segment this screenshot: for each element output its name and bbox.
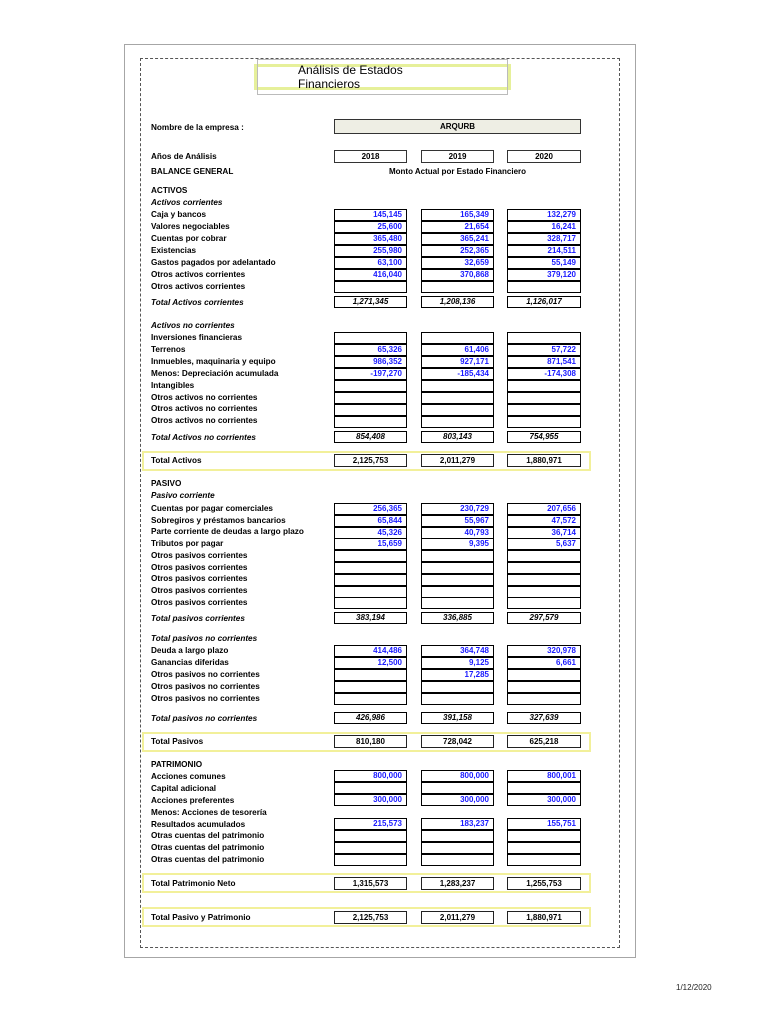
year-2019[interactable]: 2019 bbox=[421, 150, 494, 163]
row-label: Total pasivos corrientes bbox=[151, 614, 245, 623]
value-cell[interactable] bbox=[421, 574, 494, 586]
row-label: Sobregiros y préstamos bancarios bbox=[151, 516, 286, 525]
total-cell: 297,579 bbox=[507, 612, 581, 624]
row-label: Parte corriente de deudas a largo plazo bbox=[151, 527, 304, 536]
value-cell[interactable]: 328,717 bbox=[507, 233, 581, 245]
value-cell[interactable]: 365,480 bbox=[334, 233, 407, 245]
value-cell[interactable] bbox=[421, 782, 494, 794]
value-cell[interactable] bbox=[334, 830, 407, 842]
row-label: Otras cuentas del patrimonio bbox=[151, 855, 265, 864]
total-cell: 854,408 bbox=[334, 431, 407, 443]
total-cell: 327,639 bbox=[507, 712, 581, 724]
row-label: Total pasivos no corrientes bbox=[151, 714, 258, 723]
row-label: Resultados acumulados bbox=[151, 820, 246, 829]
row-label: Otras cuentas del patrimonio bbox=[151, 843, 265, 852]
value-cell[interactable] bbox=[507, 597, 581, 609]
value-cell[interactable]: 55,967 bbox=[421, 515, 494, 527]
row-label: Tributos por pagar bbox=[151, 539, 224, 548]
row-label: Otros pasivos corrientes bbox=[151, 586, 248, 595]
row-label: Otras cuentas del patrimonio bbox=[151, 831, 265, 840]
value-cell[interactable]: 370,868 bbox=[421, 269, 494, 281]
grand-total-cell: 1,315,573 bbox=[334, 877, 407, 890]
value-cell[interactable]: 5,637 bbox=[507, 538, 581, 550]
value-cell[interactable] bbox=[421, 830, 494, 842]
section-activos-corrientes: Activos corrientes bbox=[151, 198, 223, 207]
value-cell[interactable] bbox=[334, 669, 407, 681]
value-cell[interactable]: -174,308 bbox=[507, 368, 581, 380]
value-cell[interactable]: 6,661 bbox=[507, 657, 581, 669]
value-cell[interactable]: 17,285 bbox=[421, 669, 494, 681]
value-cell[interactable]: 414,486 bbox=[334, 645, 407, 657]
row-label: Total Activos no corrientes bbox=[151, 433, 256, 442]
row-label: Otros pasivos no corrientes bbox=[151, 670, 260, 679]
value-cell[interactable] bbox=[507, 550, 581, 562]
row-label: Otros pasivos corrientes bbox=[151, 598, 248, 607]
value-cell[interactable] bbox=[507, 416, 581, 428]
value-cell[interactable] bbox=[421, 842, 494, 854]
amount-label: Monto Actual por Estado Financiero bbox=[388, 167, 527, 176]
grand-total-cell: 1,255,753 bbox=[507, 877, 581, 890]
row-label: Existencias bbox=[151, 246, 197, 255]
total-cell: 426,986 bbox=[334, 712, 407, 724]
row-label: Cuentas por cobrar bbox=[151, 234, 227, 243]
value-cell[interactable]: 63,100 bbox=[334, 257, 407, 269]
value-cell[interactable] bbox=[421, 392, 494, 404]
value-cell[interactable] bbox=[421, 332, 494, 344]
grand-total-cell: 1,880,971 bbox=[507, 454, 581, 467]
value-cell[interactable]: 40,793 bbox=[421, 527, 494, 539]
grand-total-cell: 728,042 bbox=[421, 735, 494, 748]
total-cell: 1,208,136 bbox=[421, 296, 494, 308]
row-label: Inmuebles, maquinaria y equipo bbox=[151, 357, 276, 366]
row-label: Inversiones financieras bbox=[151, 333, 243, 342]
balance-label: BALANCE GENERAL bbox=[151, 167, 234, 176]
section-pasivo: PASIVO bbox=[151, 479, 182, 488]
value-cell[interactable]: 320,978 bbox=[507, 645, 581, 657]
value-cell[interactable]: 800,000 bbox=[421, 770, 494, 782]
row-label: Intangibles bbox=[151, 381, 195, 390]
row-label: Otros activos no corrientes bbox=[151, 393, 258, 402]
value-cell[interactable]: 155,751 bbox=[507, 818, 581, 830]
value-cell[interactable] bbox=[334, 782, 407, 794]
value-cell[interactable]: 25,600 bbox=[334, 221, 407, 233]
value-cell[interactable]: 32,659 bbox=[421, 257, 494, 269]
value-cell[interactable] bbox=[334, 281, 407, 293]
value-cell[interactable]: 61,406 bbox=[421, 344, 494, 356]
value-cell[interactable] bbox=[507, 332, 581, 344]
value-cell[interactable]: 379,120 bbox=[507, 269, 581, 281]
total-activos-label: Total Activos bbox=[151, 456, 202, 465]
grand-total-cell: 2,125,753 bbox=[334, 911, 407, 924]
value-cell[interactable]: 800,001 bbox=[507, 770, 581, 782]
value-cell[interactable]: 300,000 bbox=[421, 794, 494, 806]
value-cell[interactable] bbox=[507, 404, 581, 416]
row-label: Deuda a largo plazo bbox=[151, 646, 229, 655]
value-cell[interactable]: 300,000 bbox=[507, 794, 581, 806]
value-cell[interactable] bbox=[507, 854, 581, 866]
value-cell[interactable]: 986,352 bbox=[334, 356, 407, 368]
value-cell[interactable] bbox=[334, 550, 407, 562]
grand-total-cell: 625,218 bbox=[507, 735, 581, 748]
value-cell[interactable] bbox=[421, 416, 494, 428]
value-cell[interactable]: 21,654 bbox=[421, 221, 494, 233]
value-cell[interactable] bbox=[334, 693, 407, 705]
value-cell[interactable] bbox=[334, 562, 407, 574]
value-cell[interactable] bbox=[507, 669, 581, 681]
value-cell[interactable] bbox=[507, 380, 581, 392]
row-label: Total Activos corrientes bbox=[151, 298, 244, 307]
report-title-box bbox=[254, 64, 511, 90]
value-cell[interactable] bbox=[334, 574, 407, 586]
total-pasivos-label: Total Pasivos bbox=[151, 737, 204, 746]
grand-total-cell: 1,283,237 bbox=[421, 877, 494, 890]
value-cell[interactable] bbox=[421, 380, 494, 392]
value-cell[interactable] bbox=[507, 782, 581, 794]
value-cell[interactable] bbox=[421, 562, 494, 574]
row-label: Menos: Depreciación acumulada bbox=[151, 369, 279, 378]
value-cell[interactable] bbox=[421, 681, 494, 693]
value-cell[interactable]: 47,572 bbox=[507, 515, 581, 527]
value-cell[interactable]: 65,326 bbox=[334, 344, 407, 356]
value-cell[interactable] bbox=[334, 392, 407, 404]
value-cell[interactable] bbox=[421, 550, 494, 562]
value-cell[interactable] bbox=[507, 574, 581, 586]
value-cell[interactable] bbox=[334, 681, 407, 693]
row-label: Otros pasivos corrientes bbox=[151, 574, 248, 583]
value-cell[interactable] bbox=[507, 281, 581, 293]
value-cell[interactable]: 65,844 bbox=[334, 515, 407, 527]
row-label: Terrenos bbox=[151, 345, 186, 354]
years-label: Años de Análisis bbox=[151, 152, 217, 161]
value-cell[interactable] bbox=[334, 842, 407, 854]
value-cell[interactable]: 215,573 bbox=[334, 818, 407, 830]
value-cell[interactable]: 800,000 bbox=[334, 770, 407, 782]
value-cell[interactable] bbox=[334, 416, 407, 428]
value-cell[interactable]: 15,659 bbox=[334, 538, 407, 550]
row-label: Menos: Acciones de tesorería bbox=[151, 808, 267, 817]
value-cell[interactable]: 871,541 bbox=[507, 356, 581, 368]
value-cell[interactable] bbox=[507, 681, 581, 693]
value-cell[interactable] bbox=[421, 693, 494, 705]
value-cell[interactable] bbox=[507, 830, 581, 842]
value-cell[interactable]: 9,395 bbox=[421, 538, 494, 550]
value-cell[interactable]: 9,125 bbox=[421, 657, 494, 669]
row-label: Valores negociables bbox=[151, 222, 230, 231]
row-label: Gastos pagados por adelantado bbox=[151, 258, 276, 267]
total-patrimonio-label: Total Patrimonio Neto bbox=[151, 879, 236, 888]
value-cell[interactable] bbox=[334, 380, 407, 392]
value-cell[interactable]: 183,237 bbox=[421, 818, 494, 830]
value-cell[interactable] bbox=[334, 854, 407, 866]
section-pasivo-corriente: Pasivo corriente bbox=[151, 491, 215, 500]
grand-total-cell: 2,011,279 bbox=[421, 911, 494, 924]
value-cell[interactable] bbox=[421, 404, 494, 416]
company-label: Nombre de la empresa : bbox=[151, 123, 244, 132]
value-cell[interactable]: 214,511 bbox=[507, 245, 581, 257]
value-cell[interactable]: 255,980 bbox=[334, 245, 407, 257]
value-cell[interactable]: 207,656 bbox=[507, 503, 581, 515]
value-cell[interactable]: -185,434 bbox=[421, 368, 494, 380]
section-patrimonio: PATRIMONIO bbox=[151, 760, 203, 769]
value-cell[interactable] bbox=[334, 597, 407, 609]
value-cell[interactable]: 45,326 bbox=[334, 527, 407, 539]
total-cell: 1,126,017 bbox=[507, 296, 581, 308]
value-cell[interactable] bbox=[421, 597, 494, 609]
value-cell[interactable]: 252,365 bbox=[421, 245, 494, 257]
value-cell[interactable] bbox=[507, 842, 581, 854]
row-label: Acciones comunes bbox=[151, 772, 226, 781]
value-cell[interactable] bbox=[421, 281, 494, 293]
row-label: Otros activos no corrientes bbox=[151, 404, 258, 413]
value-cell[interactable] bbox=[507, 392, 581, 404]
value-cell[interactable]: 16,241 bbox=[507, 221, 581, 233]
value-cell[interactable]: 36,714 bbox=[507, 527, 581, 539]
row-label: Otros activos no corrientes bbox=[151, 416, 258, 425]
value-cell[interactable]: 416,040 bbox=[334, 269, 407, 281]
total-cell: 1,271,345 bbox=[334, 296, 407, 308]
value-cell[interactable] bbox=[507, 562, 581, 574]
value-cell[interactable]: 57,722 bbox=[507, 344, 581, 356]
row-label: Otros pasivos corrientes bbox=[151, 563, 248, 572]
total-cell: 803,143 bbox=[421, 431, 494, 443]
section-activos: ACTIVOS bbox=[151, 186, 188, 195]
grand-total-cell: 810,180 bbox=[334, 735, 407, 748]
company-name-field[interactable]: ARQURB bbox=[334, 119, 581, 134]
value-cell[interactable]: 165,349 bbox=[421, 209, 494, 221]
row-label: Capital adicional bbox=[151, 784, 217, 793]
row-label: Cuentas por pagar comerciales bbox=[151, 504, 273, 513]
report-title: Análisis de Estados Financieros bbox=[257, 59, 508, 95]
row-label: Otros activos corrientes bbox=[151, 282, 246, 291]
value-cell[interactable]: 927,171 bbox=[421, 356, 494, 368]
row-label: Otros activos corrientes bbox=[151, 270, 246, 279]
row-label: Otros pasivos no corrientes bbox=[151, 682, 260, 691]
total-cell: 336,885 bbox=[421, 612, 494, 624]
value-cell[interactable] bbox=[421, 854, 494, 866]
section-pasivos-no-corrientes: Total pasivos no corrientes bbox=[151, 634, 258, 643]
value-cell[interactable]: 132,279 bbox=[507, 209, 581, 221]
value-cell[interactable] bbox=[507, 693, 581, 705]
value-cell[interactable]: 230,729 bbox=[421, 503, 494, 515]
value-cell[interactable]: 12,500 bbox=[334, 657, 407, 669]
row-label: Caja y bancos bbox=[151, 210, 207, 219]
total-cell: 383,194 bbox=[334, 612, 407, 624]
value-cell[interactable]: 55,149 bbox=[507, 257, 581, 269]
grand-total-cell: 2,011,279 bbox=[421, 454, 494, 467]
value-cell[interactable] bbox=[334, 404, 407, 416]
year-2020[interactable]: 2020 bbox=[507, 150, 581, 163]
value-cell[interactable] bbox=[334, 332, 407, 344]
value-cell[interactable]: 300,000 bbox=[334, 794, 407, 806]
value-cell[interactable]: 256,365 bbox=[334, 503, 407, 515]
row-label: Otros pasivos corrientes bbox=[151, 551, 248, 560]
grand-total-cell: 1,880,971 bbox=[507, 911, 581, 924]
total-pasivo-patrimonio-label: Total Pasivo y Patrimonio bbox=[151, 913, 251, 922]
value-cell[interactable]: 145,145 bbox=[334, 209, 407, 221]
year-2018[interactable]: 2018 bbox=[334, 150, 407, 163]
total-cell: 754,955 bbox=[507, 431, 581, 443]
total-cell: 391,158 bbox=[421, 712, 494, 724]
value-cell[interactable]: -197,270 bbox=[334, 368, 407, 380]
print-date: 1/12/2020 bbox=[676, 983, 712, 992]
row-label: Acciones preferentes bbox=[151, 796, 235, 805]
row-label: Ganancias diferidas bbox=[151, 658, 229, 667]
grand-total-cell: 2,125,753 bbox=[334, 454, 407, 467]
section-activos-no-corrientes: Activos no corrientes bbox=[151, 321, 235, 330]
value-cell[interactable]: 364,748 bbox=[421, 645, 494, 657]
row-label: Otros pasivos no corrientes bbox=[151, 694, 260, 703]
value-cell[interactable]: 365,241 bbox=[421, 233, 494, 245]
